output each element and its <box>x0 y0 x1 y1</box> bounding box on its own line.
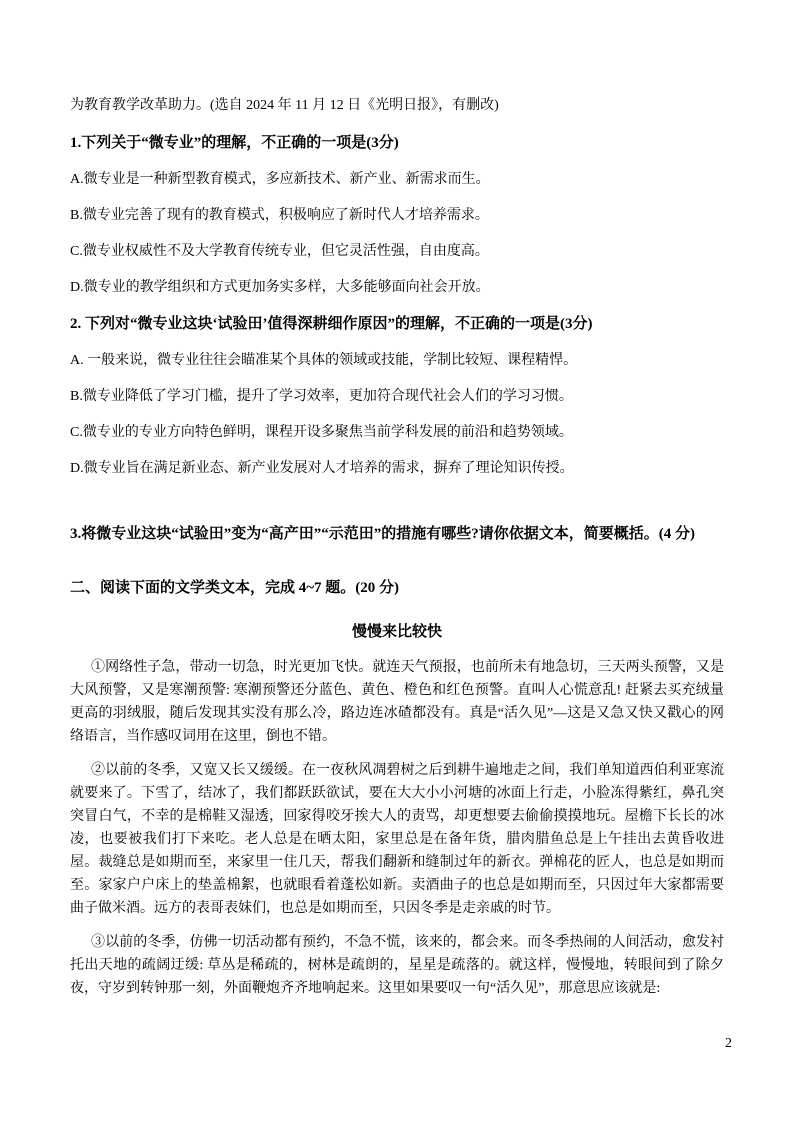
question-2 <box>70 314 724 478</box>
question-3-stem: 3.将微专业这块“试验田”变为“高产田”“示范田”的措施有哪些?请你依据文本，简要概括。(4 分) <box>70 526 695 542</box>
question-1-option-c: C.微专业权威性不及大学教育传统专业，但它灵活性强，自由度高。 <box>70 244 489 259</box>
question-2-option-a: A. 一般来说，微专业往往会瞄准某个具体的领域或技能，学制比较短、课程精悍。 <box>70 353 578 368</box>
essay-paragraph-1: ①网络性子急，带动一切急，时光更加飞快。就连天气预报，也前所未有地急切，三天两头预警，又是大风预警，又是寒潮预警: 寒潮预警还分蓝色、黄色、橙色和红色预警。直叫人心慌意乱! 赶紧去买充绒量更高的羽绒服，随后发现其实没有那么冷，路边连冰碴都没有。真是“活久见”—这是又急又快又戳心的网络语言，当作感叹词用在这里，倒也不错。 <box>70 660 724 744</box>
question-2-stem: 2. 下列对“微专业这块‘试验田’值得深耕细作原因”的理解，不正确的一项是(3分) <box>70 316 593 332</box>
question-2-option-d: D.微专业旨在满足新业态、新产业发展对人才培养的需求，摒弃了理论知识传授。 <box>70 461 574 476</box>
page-number: 2 <box>725 1036 732 1051</box>
question-1-stem: 1.下列关于“微专业”的理解，不正确的一项是(3分) <box>70 135 399 151</box>
question-1-option-b: B.微专业完善了现有的教育模式，积极响应了新时代人才培养需求。 <box>70 208 489 223</box>
question-1-option-a: A.微专业是一种新型教育模式，多应新技术、新产业、新需求而生。 <box>70 172 490 187</box>
section-2-heading: 二、阅读下面的文学类文本，完成 4~7 题。(20 分) <box>70 580 400 596</box>
source-attribution-line: 为教育教学改革助力。(选自 2024 年 11 月 12 日《光明日报》，有删改) <box>70 98 499 113</box>
essay-paragraph-2: ②以前的冬季，又宽又长又缓缓。在一夜秋风凋碧树之后到耕牛遍地走之间，我们单知道西伯利亚寒流就要来了。下雪了，结冰了，我们都跃跃欲试，要在大大小小河塘的冰面上行走，小脸冻得紫红，鼻孔突突冒白气，不幸的是棉鞋又湿透，回家得咬牙挨大人的责骂，却更想要去偷偷摸摸地玩。屋檐下长长的冰凌，也要被我们打下来吃。老人总是在晒太阳，家里总是在备年货，腊肉腊鱼总是上午挂出去黄昏收进屋。裁缝总是如期而至，来家里一住几天，帮我们翻新和缝制过年的新衣。弹棉花的匠人，也总是如期而至。家家户户床上的垫盖棉絮，也就眼看着蓬松如新。卖酒曲子的也总是如期而至，只因过年大家都需要曲子做米酒。远方的表哥表妹们，也总是如期而至，只因冬季是走亲戚的时节。 <box>70 763 724 916</box>
question-1 <box>70 133 724 297</box>
essay-paragraph-3: ③以前的冬季，仿佛一切活动都有预约，不急不慌，该来的，都会来。而冬季热闹的人间活动，愈发衬托出天地的疏阔迂缓: 草丛是稀疏的，树林是疏朗的，星星是疏落的。就这样，慢慢地，转眼间到了除夕夜，守岁到转钟那一刻，外面鞭炮齐齐地响起来。这里如果要叹一句“活久见”，那意思应该就是: <box>70 935 724 996</box>
question-2-option-c: C.微专业的专业方向特色鲜明，课程开设多聚焦当前学科发展的前沿和趋势领域。 <box>70 425 573 440</box>
essay-body <box>70 656 724 1000</box>
question-2-option-b: B.微专业降低了学习门槛，提升了学习效率，更加符合现代社会人们的学习习惯。 <box>70 389 573 404</box>
question-1-option-d: D.微专业的教学组织和方式更加务实多样，大多能够面向社会开放。 <box>70 280 490 295</box>
essay-title: 慢慢来比较快 <box>351 624 442 640</box>
